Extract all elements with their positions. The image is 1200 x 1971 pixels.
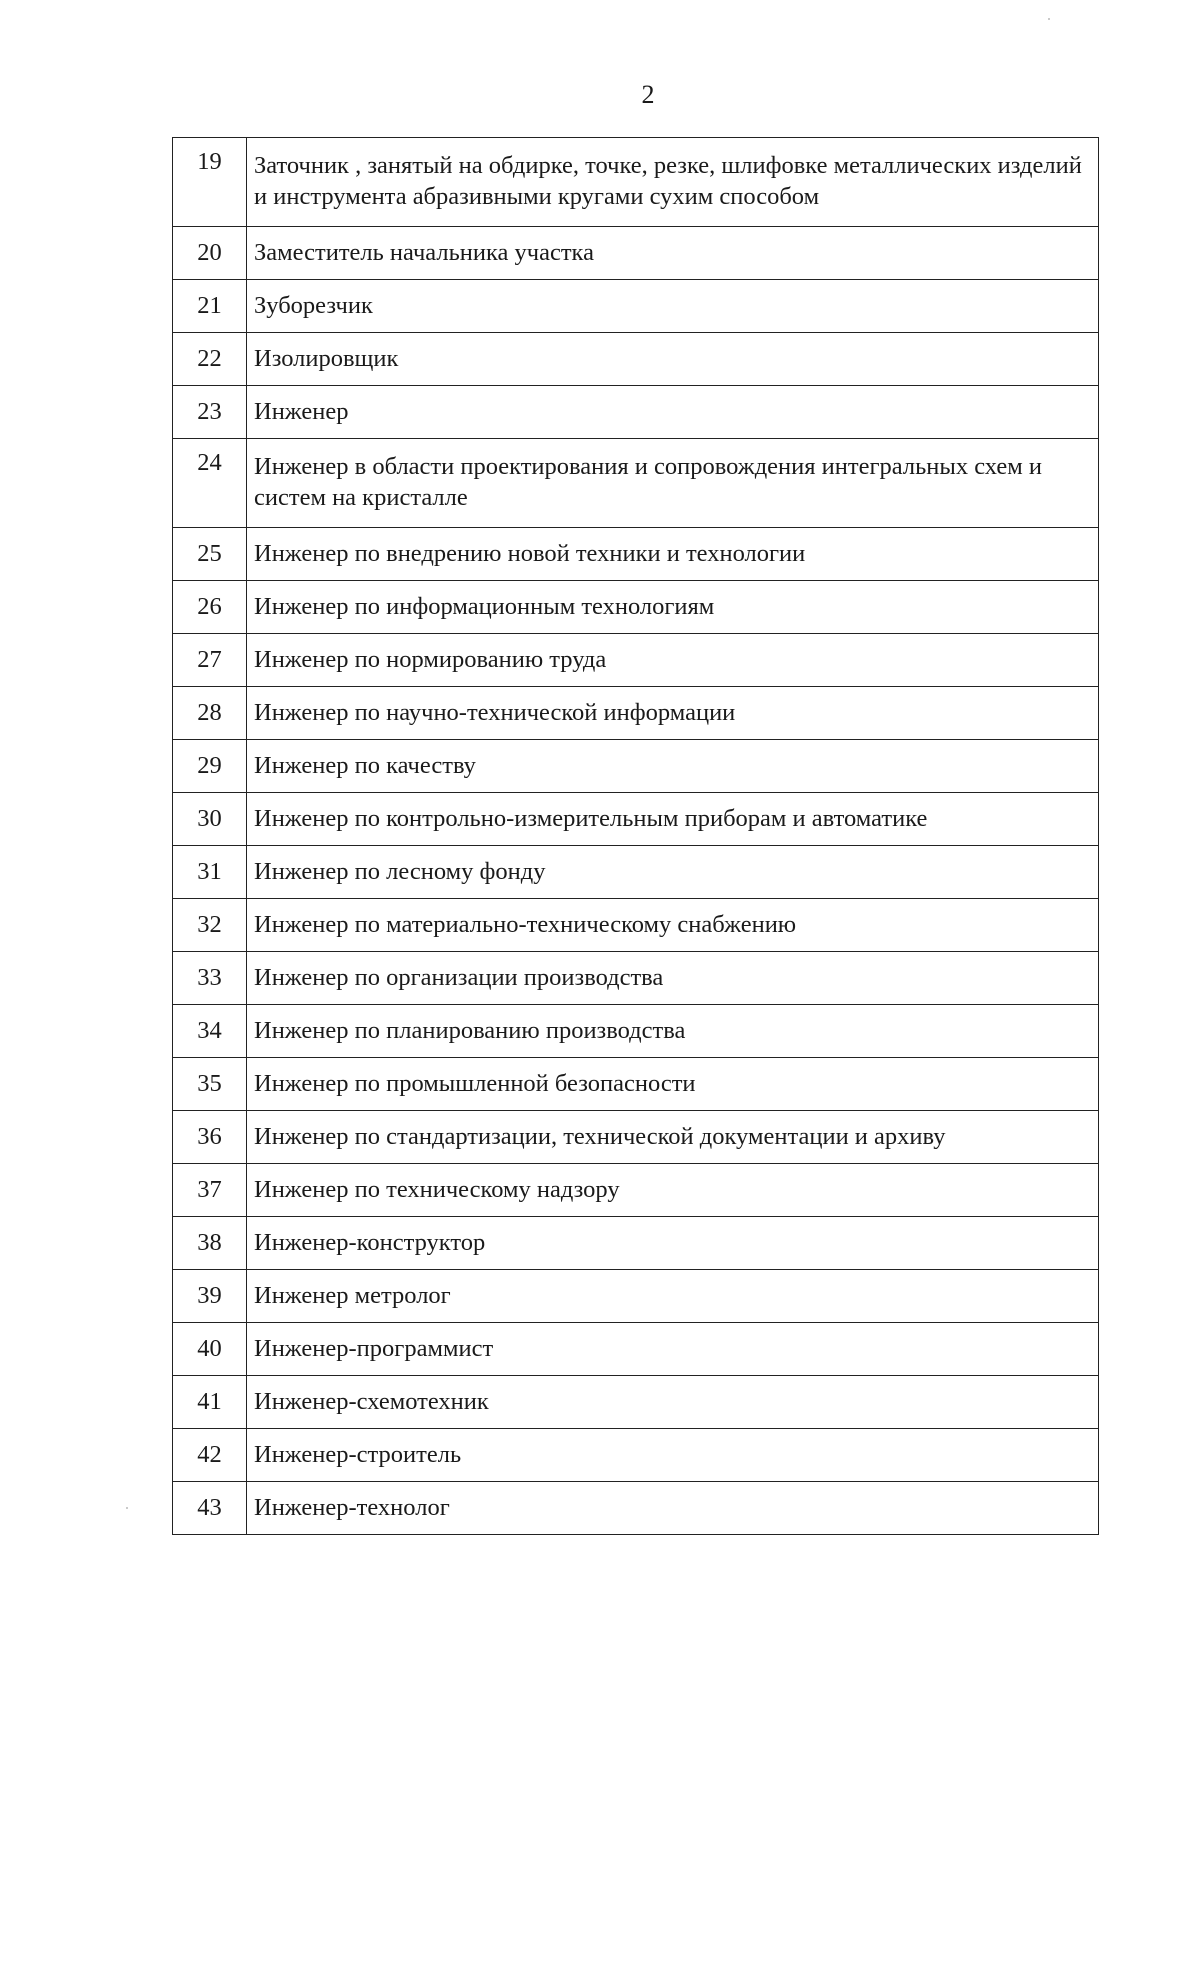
row-number: 23 [173,386,247,439]
table-row [173,581,1099,634]
table-row [173,952,1099,1005]
table-row [173,1058,1099,1111]
row-title: Инженер метролог [247,1270,1099,1323]
table-row [173,1111,1099,1164]
table-row [173,846,1099,899]
row-title: Инженер по промышленной безопасности [247,1058,1099,1111]
row-number: 37 [173,1164,247,1217]
row-number: 25 [173,528,247,581]
page-number: 2 [641,80,655,109]
row-title: Инженер-схемотехник [247,1376,1099,1429]
table-row [173,1005,1099,1058]
row-title: Инженер в области проектирования и сопровождения интегральных схем и систем на кристалле [247,439,1099,528]
row-number: 42 [173,1429,247,1482]
row-title: Инженер-программист [247,1323,1099,1376]
row-title: Инженер-строитель [247,1429,1099,1482]
table-row [173,1270,1099,1323]
row-number: 19 [173,138,247,227]
row-number: 31 [173,846,247,899]
row-number: 34 [173,1005,247,1058]
row-number: 29 [173,740,247,793]
row-number: 22 [173,333,247,386]
table-row [173,280,1099,333]
row-title: Инженер по качеству [247,740,1099,793]
table-row [173,899,1099,952]
row-title: Инженер по организации производства [247,952,1099,1005]
table-row [173,793,1099,846]
table-row [173,333,1099,386]
scan-speck [1048,18,1050,20]
row-number: 32 [173,899,247,952]
row-title: Инженер по научно-технической информации [247,687,1099,740]
table-row [173,439,1099,528]
row-number: 41 [173,1376,247,1429]
row-title: Инженер по контрольно-измерительным приборам и автоматике [247,793,1099,846]
row-number: 33 [173,952,247,1005]
row-number: 35 [173,1058,247,1111]
row-title: Инженер-технолог [247,1482,1099,1535]
table-row [173,687,1099,740]
row-title: Инженер [247,386,1099,439]
table-row [173,386,1099,439]
table-row [173,740,1099,793]
row-number: 36 [173,1111,247,1164]
row-title: Инженер по лесному фонду [247,846,1099,899]
row-number: 21 [173,280,247,333]
row-title: Инженер по нормированию труда [247,634,1099,687]
row-title: Инженер по информационным технологиям [247,581,1099,634]
row-number: 39 [173,1270,247,1323]
table-row [173,634,1099,687]
row-title: Инженер по планированию производства [247,1005,1099,1058]
row-title: Инженер по техническому надзору [247,1164,1099,1217]
row-number: 40 [173,1323,247,1376]
row-title: Инженер по материально-техническому снабжению [247,899,1099,952]
table-row [173,138,1099,227]
table-row [173,1164,1099,1217]
row-number: 28 [173,687,247,740]
table-row [173,528,1099,581]
row-title: Инженер-конструктор [247,1217,1099,1270]
professions-table [172,137,1099,1535]
table-row [173,1217,1099,1270]
row-title: Инженер по стандартизации, технической документации и архиву [247,1111,1099,1164]
row-number: 26 [173,581,247,634]
row-title: Зуборезчик [247,280,1099,333]
row-title: Инженер по внедрению новой техники и технологии [247,528,1099,581]
row-number: 20 [173,227,247,280]
row-number: 43 [173,1482,247,1535]
row-number: 38 [173,1217,247,1270]
scan-speck [126,1507,128,1509]
row-title: Заточник , занятый на обдирке, точке, резке, шлифовке металлических изделий и инструмента абразивными кругами сухим способом [247,138,1099,227]
table-row [173,227,1099,280]
row-number: 24 [173,439,247,528]
table-row [173,1323,1099,1376]
row-title: Изолировщик [247,333,1099,386]
table-row [173,1482,1099,1535]
row-number: 30 [173,793,247,846]
row-number: 27 [173,634,247,687]
table-row [173,1429,1099,1482]
row-title: Заместитель начальника участка [247,227,1099,280]
table-row [173,1376,1099,1429]
